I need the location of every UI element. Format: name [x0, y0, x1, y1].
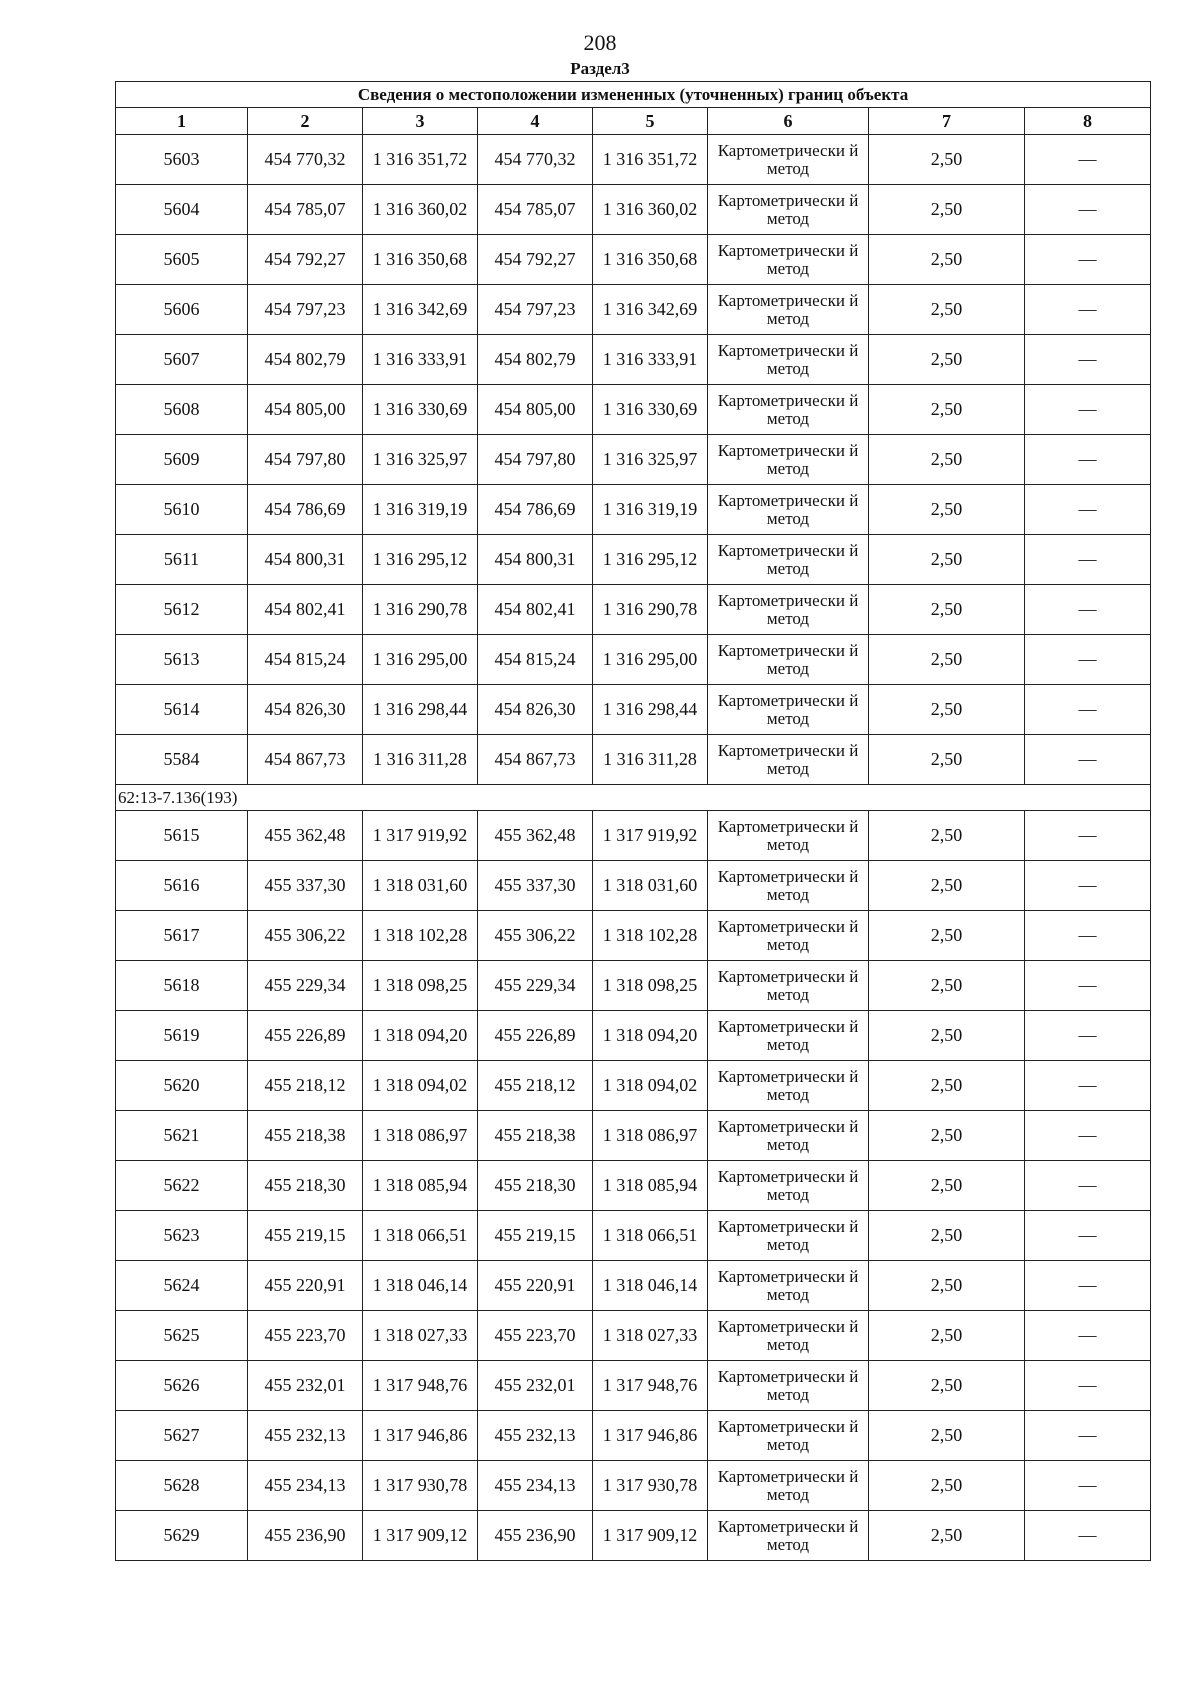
group-row — [116, 785, 1151, 811]
cell-precision: 2,50 — [869, 385, 1025, 435]
cell-point-number: 5628 — [116, 1461, 248, 1511]
cell-y-existing: 1 317 948,76 — [363, 1361, 478, 1411]
cell-y-existing: 1 316 351,72 — [363, 135, 478, 185]
cell-x-existing: 455 337,30 — [248, 861, 363, 911]
cell-x-new: 454 805,00 — [478, 385, 593, 435]
cell-x-new: 454 770,32 — [478, 135, 593, 185]
cell-precision: 2,50 — [869, 1361, 1025, 1411]
cell-method: Картометрически й метод — [708, 535, 869, 585]
cell-y-new: 1 317 909,12 — [593, 1511, 708, 1561]
cell-method: Картометрически й метод — [708, 685, 869, 735]
table-row — [116, 961, 1151, 1011]
cell-precision: 2,50 — [869, 585, 1025, 635]
cell-y-new: 1 318 086,97 — [593, 1111, 708, 1161]
cell-x-new: 454 797,23 — [478, 285, 593, 335]
cell-point-number: 5613 — [116, 635, 248, 685]
cell-method: Картометрически й метод — [708, 635, 869, 685]
table-row — [116, 235, 1151, 285]
cell-x-new: 455 306,22 — [478, 911, 593, 961]
cell-point-number: 5610 — [116, 485, 248, 535]
cell-point-number: 5625 — [116, 1311, 248, 1361]
cell-description: — — [1025, 811, 1151, 861]
cell-method: Картометрически й метод — [708, 911, 869, 961]
cell-y-existing: 1 317 930,78 — [363, 1461, 478, 1511]
cell-y-existing: 1 318 046,14 — [363, 1261, 478, 1311]
cell-method: Картометрически й метод — [708, 185, 869, 235]
column-header: 2 — [248, 108, 363, 135]
cell-precision: 2,50 — [869, 911, 1025, 961]
cell-y-existing: 1 316 333,91 — [363, 335, 478, 385]
cell-y-new: 1 316 360,02 — [593, 185, 708, 235]
cell-x-new: 454 867,73 — [478, 735, 593, 785]
cell-y-new: 1 316 311,28 — [593, 735, 708, 785]
column-header: 6 — [708, 108, 869, 135]
cell-point-number: 5607 — [116, 335, 248, 385]
cell-y-new: 1 316 350,68 — [593, 235, 708, 285]
table-row — [116, 1461, 1151, 1511]
cell-y-existing: 1 316 325,97 — [363, 435, 478, 485]
table-row — [116, 1111, 1151, 1161]
cell-y-existing: 1 316 330,69 — [363, 385, 478, 435]
cell-precision: 2,50 — [869, 485, 1025, 535]
cell-point-number: 5619 — [116, 1011, 248, 1061]
cell-x-new: 454 785,07 — [478, 185, 593, 235]
cell-x-existing: 454 785,07 — [248, 185, 363, 235]
cell-x-existing: 454 797,80 — [248, 435, 363, 485]
cell-x-existing: 454 802,79 — [248, 335, 363, 385]
cell-method: Картометрически й метод — [708, 1361, 869, 1411]
cell-description: — — [1025, 1361, 1151, 1411]
cell-point-number: 5622 — [116, 1161, 248, 1211]
cell-precision: 2,50 — [869, 135, 1025, 185]
cell-x-existing: 455 218,12 — [248, 1061, 363, 1111]
cell-x-new: 455 232,01 — [478, 1361, 593, 1411]
cell-description: — — [1025, 635, 1151, 685]
cell-x-new: 455 218,38 — [478, 1111, 593, 1161]
cell-x-new: 455 232,13 — [478, 1411, 593, 1461]
cell-method: Картометрически й метод — [708, 485, 869, 535]
cell-x-new: 455 218,12 — [478, 1061, 593, 1111]
cell-x-new: 454 792,27 — [478, 235, 593, 285]
cell-precision: 2,50 — [869, 685, 1025, 735]
cell-precision: 2,50 — [869, 1211, 1025, 1261]
cell-y-existing: 1 318 098,25 — [363, 961, 478, 1011]
cell-y-new: 1 318 102,28 — [593, 911, 708, 961]
cell-method: Картометрически й метод — [708, 335, 869, 385]
cell-precision: 2,50 — [869, 635, 1025, 685]
cell-x-existing: 454 800,31 — [248, 535, 363, 585]
column-header-row — [116, 108, 1151, 135]
cell-y-new: 1 318 046,14 — [593, 1261, 708, 1311]
cell-description: — — [1025, 135, 1151, 185]
table-row — [116, 911, 1151, 961]
cell-precision: 2,50 — [869, 735, 1025, 785]
cell-description: — — [1025, 335, 1151, 385]
cell-point-number: 5605 — [116, 235, 248, 285]
cell-x-existing: 455 220,91 — [248, 1261, 363, 1311]
cell-y-existing: 1 318 102,28 — [363, 911, 478, 961]
table-row — [116, 1511, 1151, 1561]
cell-point-number: 5620 — [116, 1061, 248, 1111]
cell-y-new: 1 317 948,76 — [593, 1361, 708, 1411]
table-row — [116, 335, 1151, 385]
cell-y-existing: 1 318 027,33 — [363, 1311, 478, 1361]
cell-method: Картометрически й метод — [708, 135, 869, 185]
cell-x-new: 455 226,89 — [478, 1011, 593, 1061]
table-row — [116, 185, 1151, 235]
cell-precision: 2,50 — [869, 1161, 1025, 1211]
cell-point-number: 5604 — [116, 185, 248, 235]
cell-y-new: 1 316 325,97 — [593, 435, 708, 485]
cell-y-new: 1 316 333,91 — [593, 335, 708, 385]
cell-description: — — [1025, 685, 1151, 735]
table-row — [116, 635, 1151, 685]
cell-x-existing: 455 236,90 — [248, 1511, 363, 1561]
cell-x-existing: 455 234,13 — [248, 1461, 363, 1511]
cell-description: — — [1025, 861, 1151, 911]
cell-y-new: 1 318 098,25 — [593, 961, 708, 1011]
cell-method: Картометрически й метод — [708, 1161, 869, 1211]
cell-x-new: 455 234,13 — [478, 1461, 593, 1511]
table-row — [116, 735, 1151, 785]
cell-method: Картометрически й метод — [708, 385, 869, 435]
cell-y-new: 1 316 319,19 — [593, 485, 708, 535]
boundary-coordinates-table — [115, 81, 1151, 1561]
cell-x-existing: 455 218,30 — [248, 1161, 363, 1211]
cell-x-existing: 455 219,15 — [248, 1211, 363, 1261]
cell-method: Картометрически й метод — [708, 735, 869, 785]
cell-y-existing: 1 316 298,44 — [363, 685, 478, 735]
cell-x-existing: 454 786,69 — [248, 485, 363, 535]
page-number: 208 — [583, 30, 617, 55]
cell-precision: 2,50 — [869, 1461, 1025, 1511]
cell-point-number: 5621 — [116, 1111, 248, 1161]
cell-description: — — [1025, 435, 1151, 485]
cell-x-existing: 454 815,24 — [248, 635, 363, 685]
cell-x-existing: 454 792,27 — [248, 235, 363, 285]
cell-y-existing: 1 318 086,97 — [363, 1111, 478, 1161]
cell-x-new: 455 362,48 — [478, 811, 593, 861]
cell-description: — — [1025, 961, 1151, 1011]
cell-point-number: 5616 — [116, 861, 248, 911]
cell-description: — — [1025, 911, 1151, 961]
cell-method: Картометрически й метод — [708, 1411, 869, 1461]
cell-y-existing: 1 317 919,92 — [363, 811, 478, 861]
table-row — [116, 1211, 1151, 1261]
cell-y-existing: 1 318 094,20 — [363, 1011, 478, 1061]
cell-x-new: 454 815,24 — [478, 635, 593, 685]
cell-method: Картометрически й метод — [708, 1211, 869, 1261]
cell-method: Картометрически й метод — [708, 811, 869, 861]
cell-point-number: 5624 — [116, 1261, 248, 1311]
cell-y-new: 1 316 330,69 — [593, 385, 708, 435]
cell-x-existing: 454 770,32 — [248, 135, 363, 185]
cell-method: Картометрически й метод — [708, 961, 869, 1011]
cell-y-new: 1 316 290,78 — [593, 585, 708, 635]
cell-x-new: 454 802,79 — [478, 335, 593, 385]
cell-x-new: 455 236,90 — [478, 1511, 593, 1561]
cell-x-existing: 454 802,41 — [248, 585, 363, 635]
cell-point-number: 5623 — [116, 1211, 248, 1261]
cell-x-new: 454 800,31 — [478, 535, 593, 585]
cell-precision: 2,50 — [869, 1111, 1025, 1161]
table-row — [116, 385, 1151, 435]
cell-y-new: 1 316 351,72 — [593, 135, 708, 185]
cell-description: — — [1025, 535, 1151, 585]
cell-point-number: 5603 — [116, 135, 248, 185]
cell-method: Картометрически й метод — [708, 861, 869, 911]
cell-precision: 2,50 — [869, 1061, 1025, 1111]
table-row — [116, 811, 1151, 861]
section-title: Раздел3 — [570, 59, 630, 78]
table-caption: Сведения о местоположении измененных (уточненных) границ объекта — [116, 82, 1151, 108]
cell-method: Картометрически й метод — [708, 235, 869, 285]
cell-x-existing: 454 797,23 — [248, 285, 363, 335]
cell-x-new: 454 786,69 — [478, 485, 593, 535]
cell-point-number: 5615 — [116, 811, 248, 861]
table-row — [116, 1161, 1151, 1211]
cell-y-new: 1 316 342,69 — [593, 285, 708, 335]
cell-y-existing: 1 316 360,02 — [363, 185, 478, 235]
cell-method: Картометрически й метод — [708, 585, 869, 635]
cell-x-new: 455 223,70 — [478, 1311, 593, 1361]
cell-precision: 2,50 — [869, 961, 1025, 1011]
table-row — [116, 535, 1151, 585]
cell-y-existing: 1 316 342,69 — [363, 285, 478, 335]
cell-x-new: 454 826,30 — [478, 685, 593, 735]
table-row — [116, 285, 1151, 335]
cell-precision: 2,50 — [869, 1511, 1025, 1561]
table-caption-row — [116, 82, 1151, 108]
cell-method: Картометрически й метод — [708, 1011, 869, 1061]
cell-precision: 2,50 — [869, 1261, 1025, 1311]
table-row — [116, 1311, 1151, 1361]
cell-method: Картометрически й метод — [708, 1061, 869, 1111]
cell-x-new: 455 220,91 — [478, 1261, 593, 1311]
table-row — [116, 435, 1151, 485]
cell-x-existing: 455 306,22 — [248, 911, 363, 961]
table-row — [116, 685, 1151, 735]
cell-y-new: 1 317 919,92 — [593, 811, 708, 861]
cell-method: Картометрически й метод — [708, 1311, 869, 1361]
cell-point-number: 5614 — [116, 685, 248, 735]
cell-description: — — [1025, 1011, 1151, 1061]
cell-y-new: 1 318 094,02 — [593, 1061, 708, 1111]
cell-x-existing: 454 867,73 — [248, 735, 363, 785]
column-header: 3 — [363, 108, 478, 135]
cell-y-new: 1 317 930,78 — [593, 1461, 708, 1511]
cell-point-number: 5609 — [116, 435, 248, 485]
cell-point-number: 5608 — [116, 385, 248, 435]
cell-method: Картометрически й метод — [708, 1461, 869, 1511]
cell-description: — — [1025, 1111, 1151, 1161]
cell-y-new: 1 316 295,12 — [593, 535, 708, 585]
cell-method: Картометрически й метод — [708, 285, 869, 335]
cell-x-existing: 455 218,38 — [248, 1111, 363, 1161]
cell-x-new: 455 229,34 — [478, 961, 593, 1011]
cell-method: Картометрически й метод — [708, 1261, 869, 1311]
cell-point-number: 5626 — [116, 1361, 248, 1411]
cell-description: — — [1025, 1311, 1151, 1361]
cell-y-new: 1 316 298,44 — [593, 685, 708, 735]
cell-y-existing: 1 317 909,12 — [363, 1511, 478, 1561]
table-row — [116, 485, 1151, 535]
cell-description: — — [1025, 235, 1151, 285]
cell-precision: 2,50 — [869, 1011, 1025, 1061]
cell-x-existing: 455 223,70 — [248, 1311, 363, 1361]
cell-description: — — [1025, 1411, 1151, 1461]
cell-description: — — [1025, 385, 1151, 435]
cell-y-existing: 1 318 066,51 — [363, 1211, 478, 1261]
cell-description: — — [1025, 735, 1151, 785]
cell-point-number: 5618 — [116, 961, 248, 1011]
cell-y-existing: 1 316 319,19 — [363, 485, 478, 535]
cell-y-existing: 1 317 946,86 — [363, 1411, 478, 1461]
cell-y-new: 1 318 066,51 — [593, 1211, 708, 1261]
table-row — [116, 1411, 1151, 1461]
cell-y-existing: 1 316 350,68 — [363, 235, 478, 285]
column-header: 8 — [1025, 108, 1151, 135]
table-body — [116, 82, 1151, 1561]
table-row — [116, 861, 1151, 911]
cell-precision: 2,50 — [869, 335, 1025, 385]
table-row — [116, 1061, 1151, 1111]
cell-precision: 2,50 — [869, 285, 1025, 335]
cell-x-existing: 454 826,30 — [248, 685, 363, 735]
table-row — [116, 1011, 1151, 1061]
cell-precision: 2,50 — [869, 435, 1025, 485]
cell-y-new: 1 318 085,94 — [593, 1161, 708, 1211]
cell-point-number: 5606 — [116, 285, 248, 335]
cell-x-existing: 455 229,34 — [248, 961, 363, 1011]
cell-description: — — [1025, 1061, 1151, 1111]
cell-method: Картометрически й метод — [708, 1511, 869, 1561]
cell-description: — — [1025, 1211, 1151, 1261]
cell-y-existing: 1 318 094,02 — [363, 1061, 478, 1111]
cell-point-number: 5617 — [116, 911, 248, 961]
table-row — [116, 1361, 1151, 1411]
cell-x-existing: 455 232,13 — [248, 1411, 363, 1461]
cell-description: — — [1025, 185, 1151, 235]
cell-description: — — [1025, 1461, 1151, 1511]
cell-x-new: 454 797,80 — [478, 435, 593, 485]
cell-method: Картометрически й метод — [708, 1111, 869, 1161]
cell-x-new: 454 802,41 — [478, 585, 593, 635]
cell-point-number: 5584 — [116, 735, 248, 785]
cell-x-existing: 455 232,01 — [248, 1361, 363, 1411]
cell-description: — — [1025, 585, 1151, 635]
cell-point-number: 5611 — [116, 535, 248, 585]
cell-precision: 2,50 — [869, 861, 1025, 911]
table-row — [116, 1261, 1151, 1311]
cell-y-new: 1 316 295,00 — [593, 635, 708, 685]
cell-method: Картометрически й метод — [708, 435, 869, 485]
cell-y-existing: 1 316 290,78 — [363, 585, 478, 635]
cell-y-existing: 1 316 311,28 — [363, 735, 478, 785]
column-header: 5 — [593, 108, 708, 135]
cell-x-existing: 454 805,00 — [248, 385, 363, 435]
cell-y-new: 1 318 031,60 — [593, 861, 708, 911]
cell-x-existing: 455 362,48 — [248, 811, 363, 861]
cell-description: — — [1025, 1511, 1151, 1561]
table-row — [116, 135, 1151, 185]
cell-description: — — [1025, 1261, 1151, 1311]
cell-x-new: 455 219,15 — [478, 1211, 593, 1261]
cell-precision: 2,50 — [869, 235, 1025, 285]
cell-precision: 2,50 — [869, 1411, 1025, 1461]
cell-y-existing: 1 318 031,60 — [363, 861, 478, 911]
cell-description: — — [1025, 1161, 1151, 1211]
cell-description: — — [1025, 485, 1151, 535]
cell-y-existing: 1 316 295,12 — [363, 535, 478, 585]
cell-point-number: 5629 — [116, 1511, 248, 1561]
cell-y-new: 1 317 946,86 — [593, 1411, 708, 1461]
column-header: 7 — [869, 108, 1025, 135]
cell-precision: 2,50 — [869, 1311, 1025, 1361]
group-label: 62:13-7.136(193) — [116, 785, 1151, 811]
cell-y-new: 1 318 027,33 — [593, 1311, 708, 1361]
cell-point-number: 5612 — [116, 585, 248, 635]
cell-x-existing: 455 226,89 — [248, 1011, 363, 1061]
cell-y-new: 1 318 094,20 — [593, 1011, 708, 1061]
cell-y-existing: 1 318 085,94 — [363, 1161, 478, 1211]
column-header: 1 — [116, 108, 248, 135]
cell-point-number: 5627 — [116, 1411, 248, 1461]
cell-x-new: 455 337,30 — [478, 861, 593, 911]
cell-x-new: 455 218,30 — [478, 1161, 593, 1211]
cell-description: — — [1025, 285, 1151, 335]
column-header: 4 — [478, 108, 593, 135]
table-row — [116, 585, 1151, 635]
cell-precision: 2,50 — [869, 185, 1025, 235]
cell-y-existing: 1 316 295,00 — [363, 635, 478, 685]
cell-precision: 2,50 — [869, 535, 1025, 585]
cell-precision: 2,50 — [869, 811, 1025, 861]
